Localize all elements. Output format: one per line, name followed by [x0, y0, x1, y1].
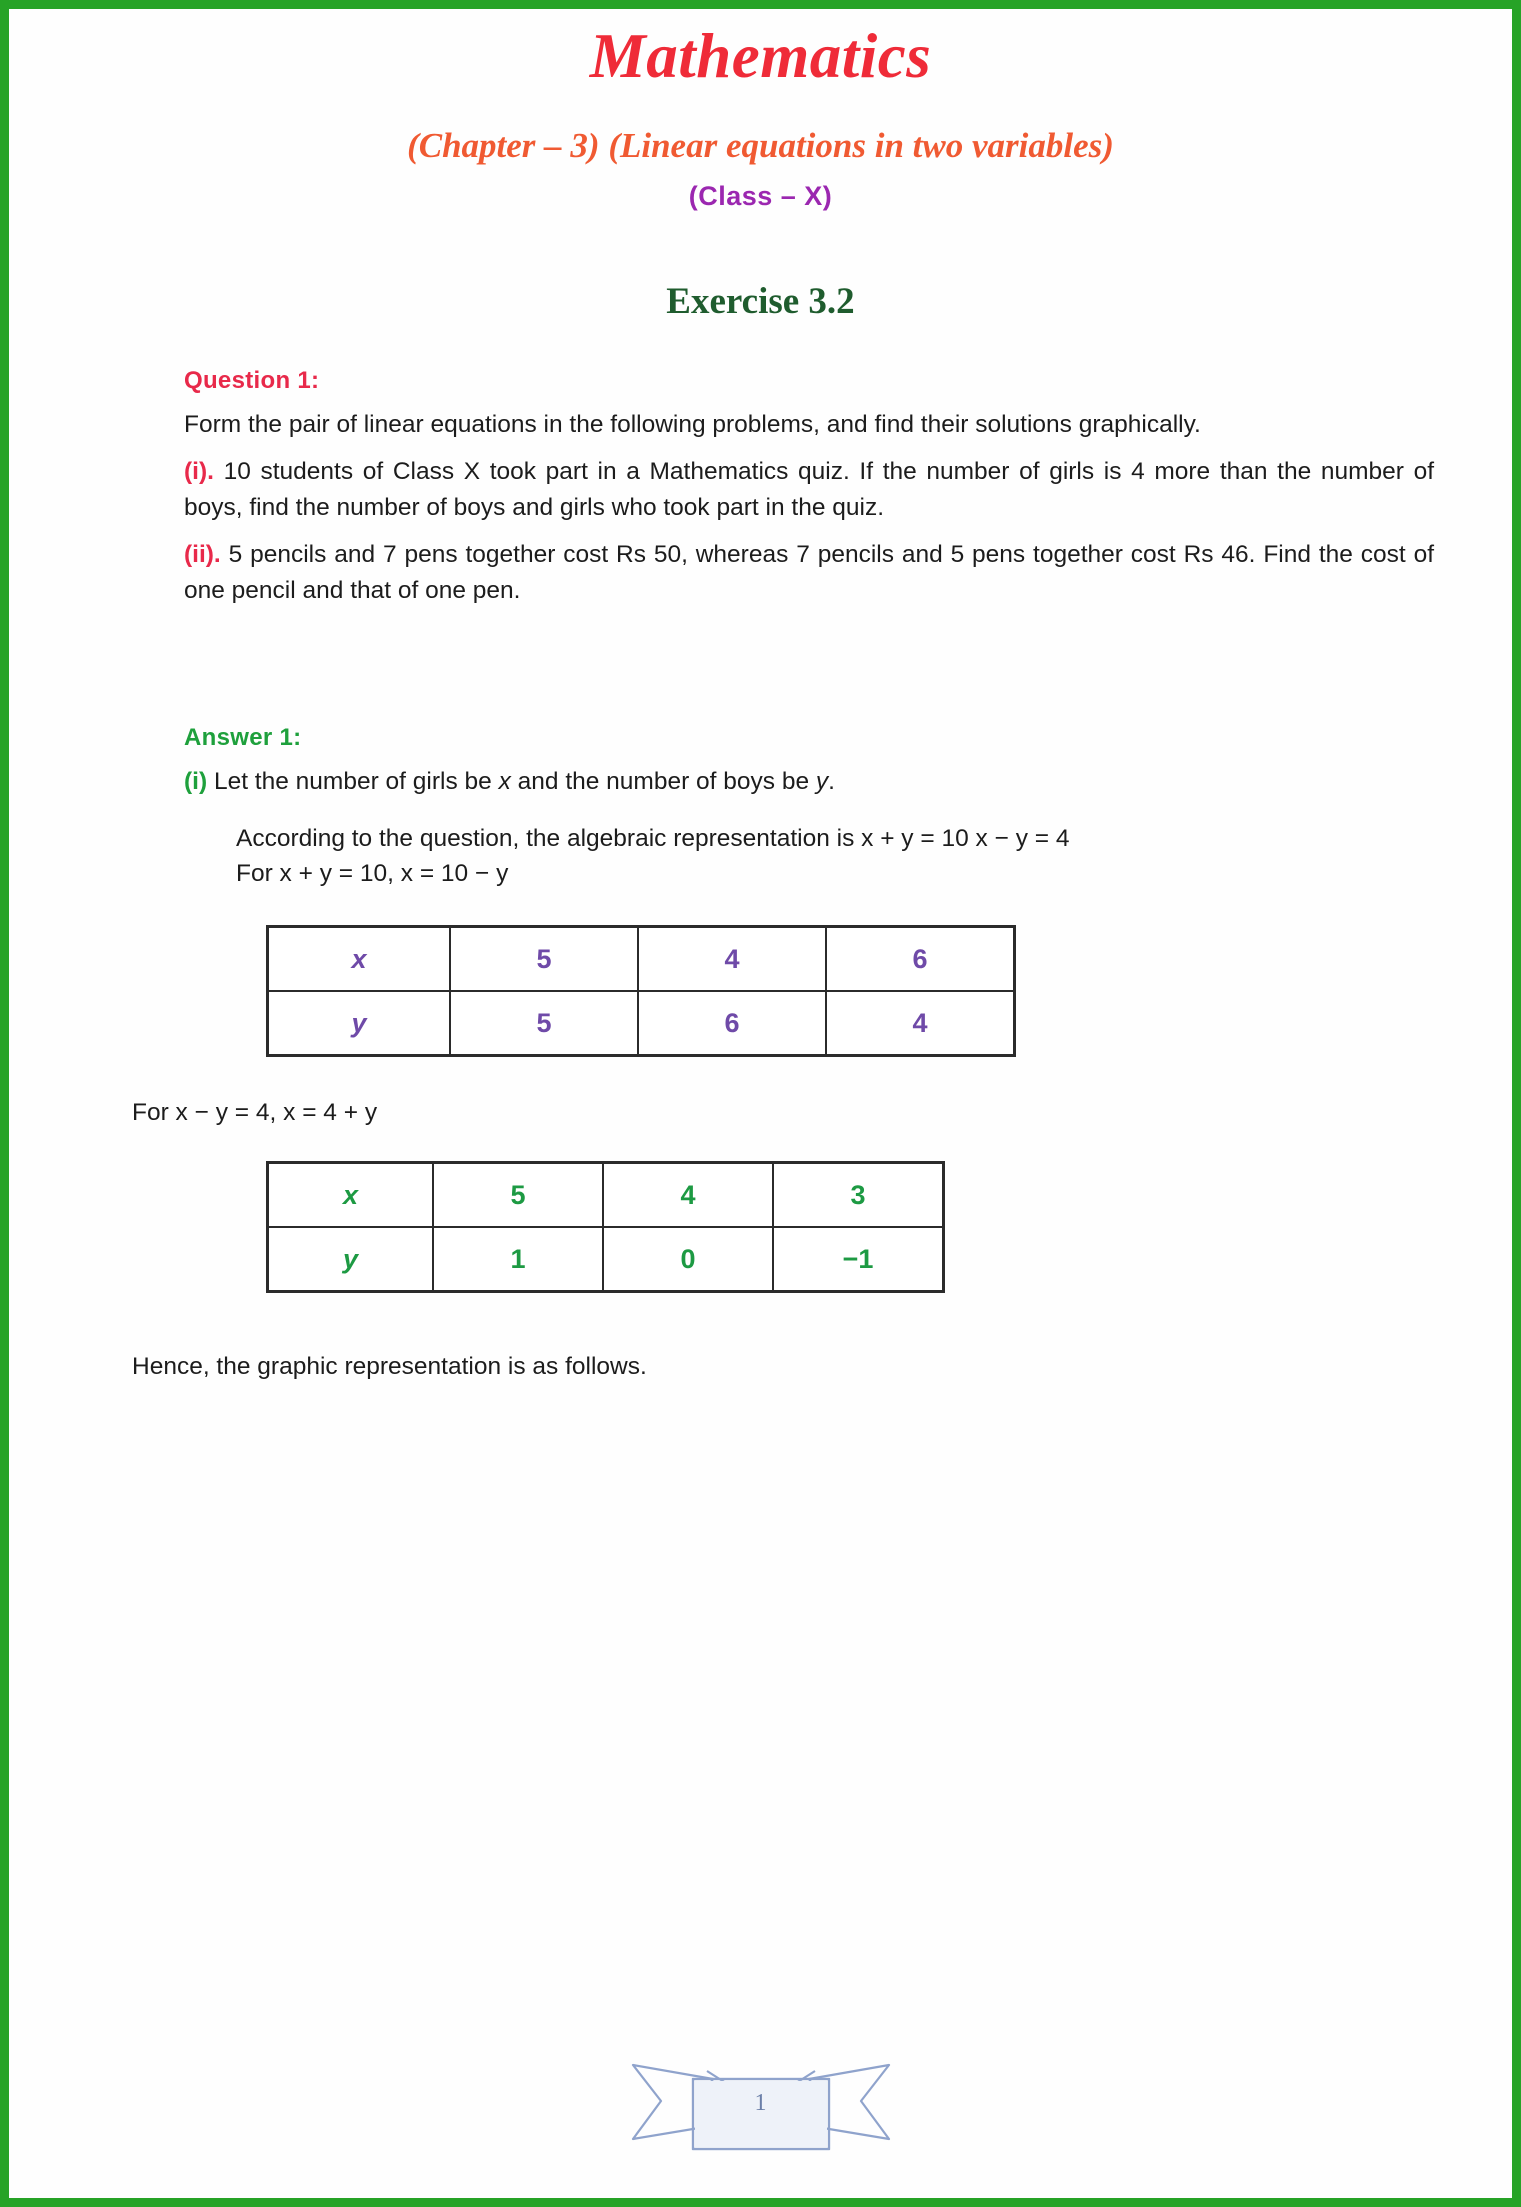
variable-y: y — [815, 768, 829, 796]
algebraic-representation-line: According to the question, the algebraic representation is x + y = 10 x − y = 4 — [236, 824, 1070, 852]
page-title: Mathematics — [589, 21, 932, 91]
table2-row2-cell3: −1 — [773, 1227, 944, 1292]
question-item-i-text: 10 students of Class X took part in a Mathematics quiz. If the number of girls is 4 more than the number of boys, find the number of boys and girls who took part in the quiz. — [184, 458, 1435, 521]
equation-line-1: For x + y = 10, x = 10 − y — [236, 859, 509, 887]
table1-row2-cell1: 5 — [450, 991, 638, 1056]
answer-part-i-marker: (i) — [184, 768, 208, 796]
answer-part-i-line — [184, 752, 1434, 800]
table1-row2-cell3: 4 — [826, 991, 1015, 1056]
table-x-minus-y-wrapper — [184, 1127, 1434, 1293]
ribbon-banner — [621, 2039, 901, 2172]
table2-row1-cell1: 5 — [433, 1163, 603, 1228]
class-label: (Class – X) — [688, 180, 833, 211]
table1-row1-cell3: 6 — [826, 927, 1015, 992]
question-heading: Question 1: — [184, 366, 320, 394]
table-x-plus-y-wrapper — [184, 891, 1434, 1057]
question-item-ii — [184, 525, 1434, 608]
answer-heading: Answer 1: — [184, 724, 302, 752]
table1-row1-cell2: 4 — [638, 927, 826, 992]
table2-row2-cell2: 0 — [603, 1227, 773, 1292]
page-number: 1 — [754, 2089, 767, 2116]
section-spacer — [184, 608, 1434, 694]
table2-row2-cell1: 1 — [433, 1227, 603, 1292]
table-x-plus-y — [266, 925, 1016, 1057]
answer-part-i-text-a: Let the number of girls be — [213, 768, 499, 796]
table1-row1-label: x — [268, 927, 451, 992]
table2-row2-label: y — [268, 1227, 434, 1292]
exercise-heading: Exercise 3.2 — [666, 280, 855, 322]
question-item-i-marker: (i). — [184, 458, 214, 486]
answer-part-i-text-c: . — [828, 768, 835, 796]
answer-part-i-text-b: and the number of boys be — [510, 768, 816, 796]
table-row — [268, 1163, 944, 1228]
table-row — [268, 927, 1015, 992]
question-item-i — [184, 442, 1434, 525]
table1-row2-label: y — [268, 991, 451, 1056]
page-content-area — [9, 9, 1512, 2198]
page-footer — [9, 2039, 1512, 2172]
variable-x: x — [498, 768, 511, 796]
table2-row1-cell3: 3 — [773, 1163, 944, 1228]
table1-row1-cell1: 5 — [450, 927, 638, 992]
table1-row2-cell2: 6 — [638, 991, 826, 1056]
algebraic-representation-block — [184, 800, 1434, 892]
table2-row1-cell2: 4 — [603, 1163, 773, 1228]
question-item-ii-text: 5 pencils and 7 pens together cost Rs 50, whereas 7 pencils and 5 pens together cost Rs 46. Find the cost of one pencil and that of one pen. — [184, 541, 1434, 604]
table-row — [268, 1227, 944, 1292]
table2-row1-label: x — [268, 1163, 434, 1228]
chapter-subtitle: (Chapter – 3) (Linear equations in two variables) — [407, 126, 1114, 166]
question-item-ii-marker: (ii). — [184, 541, 221, 569]
equation-line-2: For x − y = 4, x = 4 + y — [132, 1099, 378, 1127]
table-row — [268, 991, 1015, 1056]
body-content — [9, 323, 1512, 1382]
closing-line: Hence, the graphic representation is as follows. — [132, 1353, 647, 1381]
question-intro-text: Form the pair of linear equations in the following problems, and find their solutions graphically. — [184, 410, 1201, 438]
table-x-minus-y — [266, 1161, 945, 1293]
